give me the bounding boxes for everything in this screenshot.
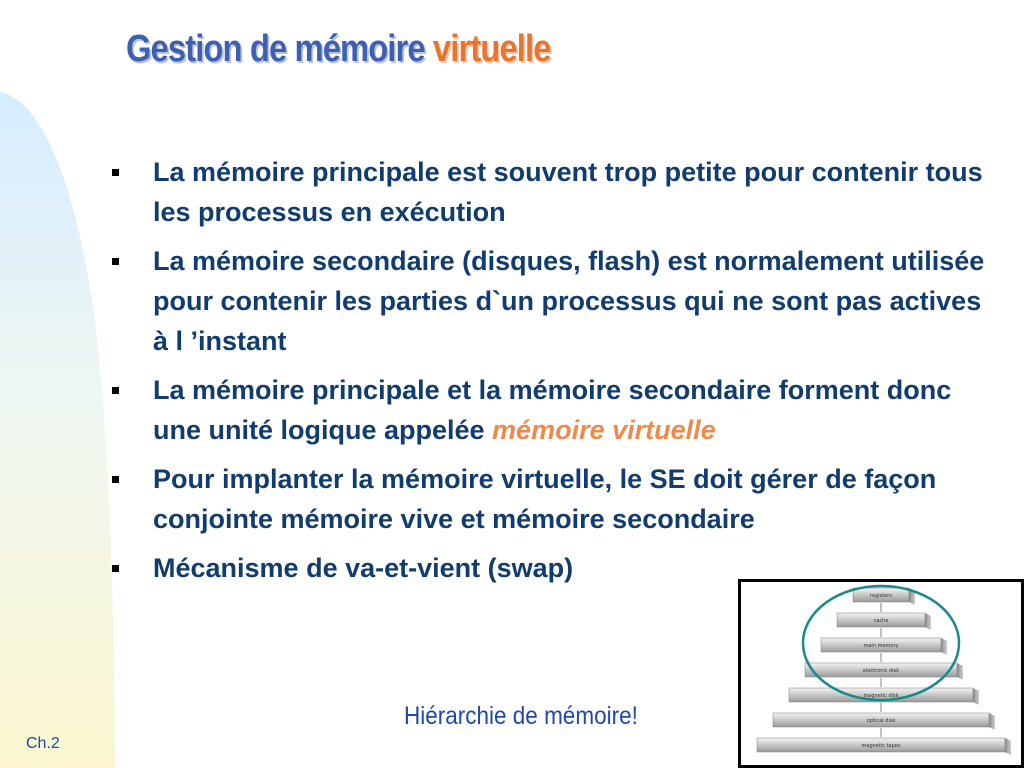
bullet-item [112, 370, 992, 450]
pyramid-tier [837, 613, 931, 637]
bullet-marker [112, 387, 119, 394]
tier-label: main memory [863, 643, 899, 649]
bullet-list [112, 152, 992, 597]
bullet-item [112, 152, 992, 232]
side-gradient-shape [0, 0, 115, 768]
bullet-text: La mémoire secondaire (disques, flash) est normalement utilisée pour contenir les parties d`un processus qui ne sont pas actives à l ’instant [153, 246, 985, 356]
title-accent: virtuelle [432, 28, 551, 70]
bullet-text: La mémoire principale est souvent trop petite pour contenir tous les processus en exécution [153, 157, 983, 227]
figure-caption: Hiérarchie de mémoire! [404, 702, 638, 730]
pyramid-tier [821, 638, 947, 662]
bullet-marker [112, 258, 119, 265]
bullet-marker [112, 476, 119, 483]
memory-hierarchy-figure [738, 579, 1024, 768]
tier-label: registers [870, 593, 892, 599]
bullet-text: La mémoire principale et la mémoire secondaire forment donc une unité logique appelée [153, 375, 952, 445]
pyramid-tier [805, 663, 963, 687]
tier-label: magnetic tapes [861, 743, 901, 749]
tier-label: magnetic disk [863, 693, 899, 699]
memory-hierarchy-diagram [741, 582, 1021, 765]
tier-label: cache [873, 618, 889, 624]
bullet-text: Mécanisme de va-et-vient (swap) [153, 553, 574, 583]
bullet-text: Pour implanter la mémoire virtuelle, le SE doit gérer de façon conjointe mémoire vive et mémoire secondaire [153, 464, 937, 534]
side-gradient-band [0, 0, 115, 768]
tier-label: electronic disk [862, 668, 900, 674]
bullet-marker [112, 169, 119, 176]
tier-label: optical disk [866, 718, 896, 724]
pyramid-tier [773, 713, 995, 737]
pyramid-tier [757, 738, 1011, 755]
bullet-item [112, 459, 992, 539]
slide-title [126, 28, 551, 71]
bullet-item [112, 241, 992, 361]
slide-number: Ch.2 [26, 735, 60, 752]
pyramid-tier [853, 588, 915, 612]
title-main: Gestion de mémoire [126, 28, 433, 70]
bullet-highlight: mémoire virtuelle [492, 415, 716, 445]
bullet-marker [112, 565, 119, 572]
